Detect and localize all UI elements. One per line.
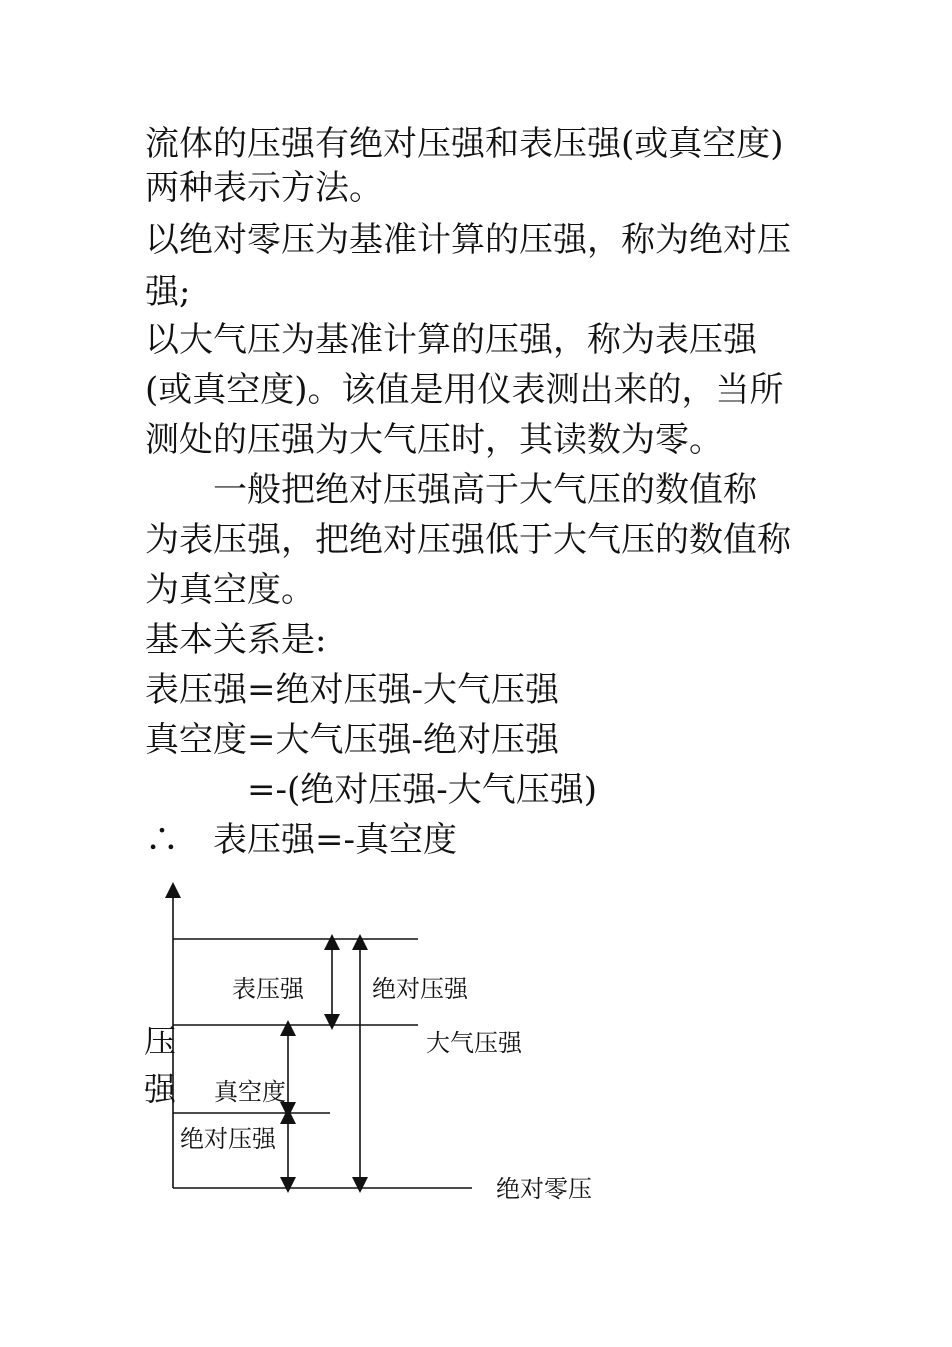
text-line-7: 测处的压强为大气压时，其读数为零。 xyxy=(145,420,723,460)
atmospheric-pressure-label: 大气压强 xyxy=(426,1029,522,1057)
text-line-11: 基本关系是: xyxy=(145,620,327,660)
text-line-6: (或真空度)。该值是用仪表测出来的，当所 xyxy=(145,370,784,410)
gauge-pressure-label: 表压强 xyxy=(232,975,304,1003)
pressure-diagram xyxy=(0,870,952,1230)
text-line-9: 为表压强，把绝对压强低于大气压的数值称 xyxy=(145,520,791,560)
text-line-15: ∴ 表压强=-真空度 xyxy=(145,820,457,860)
text-line-13: 真空度=大气压强-绝对压强 xyxy=(145,720,559,760)
text-line-3: 以绝对零压为基准计算的压强，称为绝对压 xyxy=(145,220,791,260)
absolute-pressure-lower-label: 绝对压强 xyxy=(180,1125,276,1153)
text-line-8: 一般把绝对压强高于大气压的数值称 xyxy=(145,470,757,510)
text-line-1: 流体的压强有绝对压强和表压强(或真空度) xyxy=(145,124,784,164)
text-line-5: 以大气压为基准计算的压强，称为表压强 xyxy=(145,320,757,360)
pressure-axis-label-bottom: 强 xyxy=(144,1070,177,1108)
text-line-10: 为真空度。 xyxy=(145,570,315,610)
vacuum-label: 真空度 xyxy=(214,1078,286,1106)
text-line-4: 强; xyxy=(145,272,191,312)
text-line-12: 表压强=绝对压强-大气压强 xyxy=(145,670,559,710)
pressure-axis-label-top: 压 xyxy=(144,1022,177,1060)
absolute-pressure-upper-label: 绝对压强 xyxy=(372,975,468,1003)
absolute-zero-label: 绝对零压 xyxy=(496,1175,592,1203)
text-line-2: 两种表示方法。 xyxy=(145,168,383,208)
text-line-14: =-(绝对压强-大气压强) xyxy=(145,770,597,810)
